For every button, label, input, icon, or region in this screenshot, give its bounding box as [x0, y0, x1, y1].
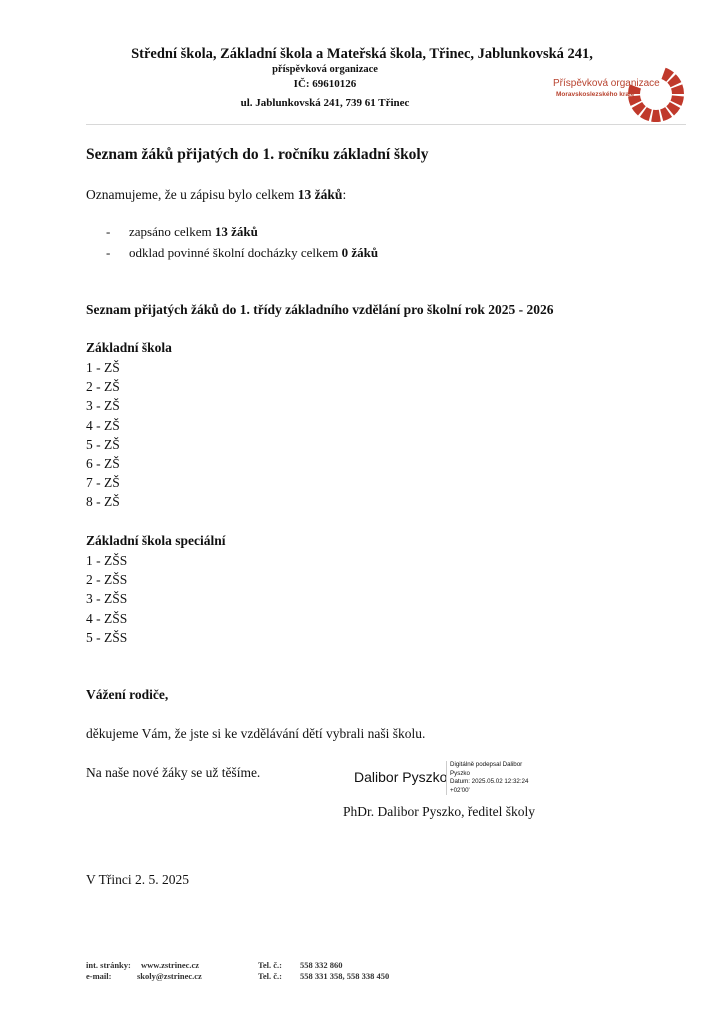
- announcement-suffix: :: [342, 187, 347, 202]
- list-item: 3 - ZŠ: [86, 398, 120, 414]
- section-title: Seznam přijatých žáků do 1. třídy základního vzdělání pro školní rok 2025 - 2026: [86, 302, 554, 317]
- list-item: 5 - ZŠS: [86, 629, 128, 645]
- zs-heading: Základní škola: [86, 340, 172, 355]
- list-item: 8 - ZŠ: [86, 494, 120, 510]
- signature-meta-line: Digitálně podepsal Dalibor: [450, 761, 523, 768]
- logo-ring-segment: [651, 110, 661, 122]
- zs-list: [86, 358, 120, 512]
- list-item: 1 - ZŠ: [86, 360, 120, 375]
- zss-list: [86, 551, 127, 647]
- footer-tel2-label: Tel. č.:: [258, 971, 283, 981]
- list-item: 2 - ZŠ: [86, 379, 120, 395]
- signature-name: Dalibor Pyszko: [354, 769, 448, 785]
- list-item: 6 - ZŠ: [86, 456, 120, 472]
- bullet-value: 13 žáků: [214, 224, 258, 239]
- header-divider: [86, 124, 686, 125]
- ico: IČ: 69610126: [293, 78, 357, 90]
- document-title: Seznam žáků přijatých do 1. ročníku základní školy: [86, 146, 429, 163]
- list-item: 4 - ZŠS: [86, 610, 128, 626]
- footer-web-label: int. stránky:: [86, 960, 131, 970]
- list-item: 5 - ZŠ: [86, 436, 120, 452]
- announcement-prefix: Oznamujeme, že u zápisu bylo celkem: [86, 187, 298, 202]
- list-item: 4 - ZŠ: [86, 417, 120, 433]
- footer-tel2-value: 558 331 358, 558 338 450: [300, 971, 390, 981]
- footer-tel1-value: 558 332 860: [300, 960, 343, 970]
- bullet-text: odklad povinné školní docházky celkem: [129, 245, 342, 260]
- list-item: 2 - ZŠS: [86, 572, 128, 588]
- announcement-count: 13 žáků: [297, 187, 343, 202]
- school-name: Střední škola, Základní škola a Mateřská škola, Třinec, Jablunkovská 241,: [131, 46, 593, 62]
- bullet-text: zapsáno celkem: [129, 224, 215, 239]
- thanks-text: děkujeme Vám, že jste si ke vzdělávání dětí vybrali naši školu.: [86, 726, 426, 741]
- list-item: 3 - ZŠS: [86, 591, 128, 607]
- signature-divider: [446, 761, 447, 795]
- looking-forward-text: Na naše nové žáky se už těšíme.: [86, 765, 261, 780]
- logo-text-line1: Příspěvková organizace: [553, 78, 660, 89]
- footer-web-link[interactable]: www.zstrinec.cz: [141, 960, 200, 970]
- address: ul. Jablunkovská 241, 739 61 Třinec: [240, 97, 410, 109]
- org-type: příspěvková organizace: [272, 64, 378, 75]
- footer-tel1-label: Tel. č.:: [258, 960, 283, 970]
- signature-meta-line: +02'00': [450, 786, 470, 794]
- signature-meta-line: Pyszko: [450, 769, 470, 777]
- bullet-dash: -: [106, 245, 111, 260]
- zss-heading: Základní škola speciální: [86, 533, 226, 548]
- document-date: V Třinci 2. 5. 2025: [86, 872, 189, 887]
- list-item: 7 - ZŠ: [86, 475, 120, 491]
- announcement: [86, 187, 346, 203]
- footer-email-label: e-mail:: [86, 971, 112, 981]
- footer-email-link[interactable]: skoly@zstrinec.cz: [137, 971, 202, 981]
- bullet-value: 0 žáků: [341, 245, 379, 260]
- list-item: 1 - ZŠS: [86, 553, 128, 568]
- director-name: PhDr. Dalibor Pyszko, ředitel školy: [343, 804, 535, 819]
- bullet-dash: -: [106, 224, 111, 239]
- greeting: Vážení rodiče,: [86, 687, 169, 702]
- logo-text-line2: Moravskoslezského kraje: [556, 91, 635, 98]
- signature-meta-line: Datum: 2025.05.02 12:32:24: [450, 778, 529, 786]
- signature-meta: [450, 761, 550, 795]
